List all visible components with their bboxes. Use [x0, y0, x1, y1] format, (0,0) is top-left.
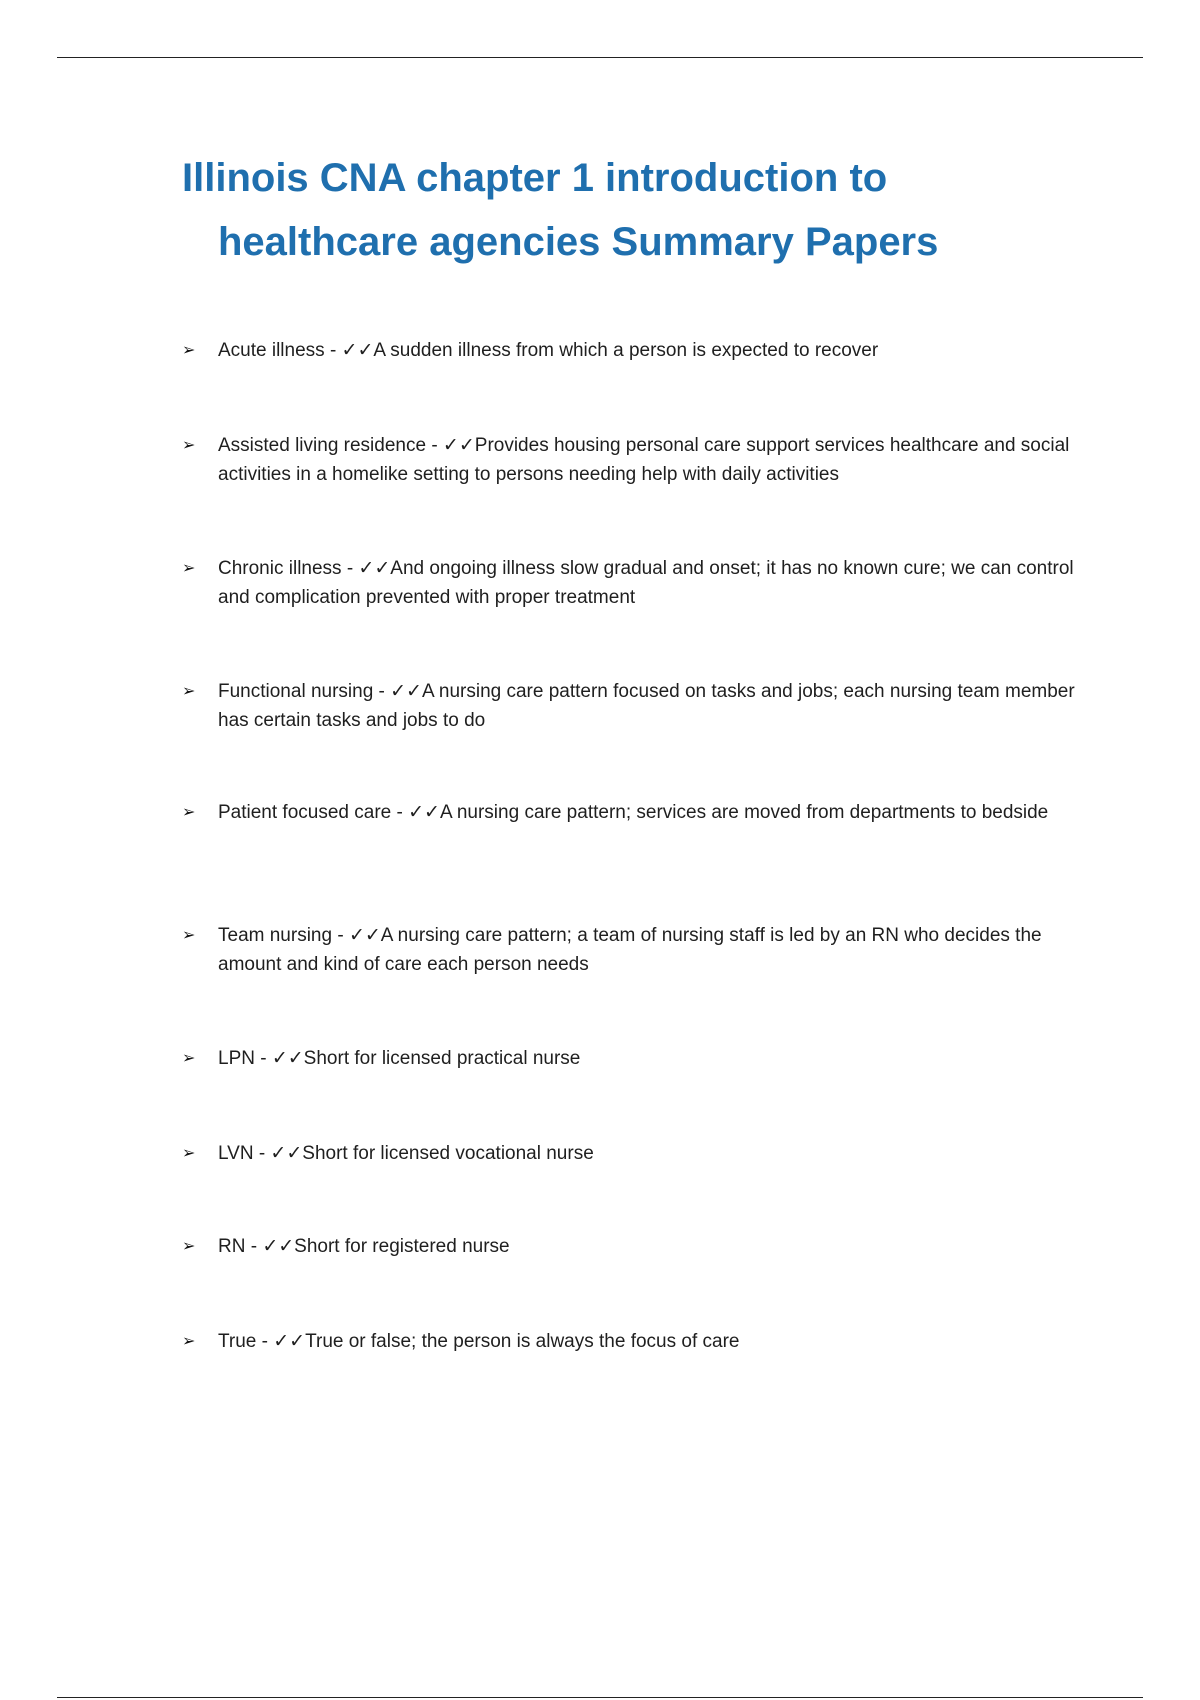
arrowhead-bullet-icon: ➢ [182, 1238, 196, 1255]
list-item [182, 677, 1102, 735]
page-title [182, 146, 1082, 274]
list-item [182, 1232, 1102, 1261]
list-item-text: Chronic illness - ✓✓And ongoing illness slow gradual and onset; it has no known cure; we can control and complication prevented with proper treatment [218, 558, 1074, 608]
list-item-text: LPN - ✓✓Short for licensed practical nurse [218, 1048, 581, 1069]
list-item-text: Patient focused care - ✓✓A nursing care pattern; services are moved from departments to bedside [218, 802, 1049, 823]
arrowhead-bullet-icon: ➢ [182, 342, 196, 359]
list-item [182, 798, 1102, 827]
arrowhead-bullet-icon: ➢ [182, 1333, 196, 1350]
arrowhead-bullet-icon: ➢ [182, 560, 196, 577]
list-item-text: Team nursing - ✓✓A nursing care pattern; a team of nursing staff is led by an RN who decides the amount and kind of care each person needs [218, 925, 1042, 975]
title-line-2: healthcare agencies Summary Papers [218, 220, 939, 264]
list-item [182, 921, 1102, 979]
bottom-rule [57, 1697, 1143, 1698]
arrowhead-bullet-icon: ➢ [182, 437, 196, 454]
top-rule [57, 57, 1143, 58]
list-item-text: LVN - ✓✓Short for licensed vocational nurse [218, 1143, 594, 1164]
list-item [182, 554, 1102, 612]
arrowhead-bullet-icon: ➢ [182, 1145, 196, 1162]
list-item [182, 1327, 1102, 1356]
list-item [182, 1139, 1102, 1168]
list-item [182, 336, 1102, 365]
list-item-text: True - ✓✓True or false; the person is always the focus of care [218, 1331, 740, 1352]
list-item-text: RN - ✓✓Short for registered nurse [218, 1236, 510, 1257]
list-item [182, 1044, 1102, 1073]
title-line-1: Illinois CNA chapter 1 introduction to [182, 156, 888, 200]
arrowhead-bullet-icon: ➢ [182, 683, 196, 700]
arrowhead-bullet-icon: ➢ [182, 1050, 196, 1067]
arrowhead-bullet-icon: ➢ [182, 804, 196, 821]
arrowhead-bullet-icon: ➢ [182, 927, 196, 944]
list-item-text: Functional nursing - ✓✓A nursing care pattern focused on tasks and jobs; each nursing team member has certain tasks and jobs to do [218, 681, 1075, 731]
list-item [182, 431, 1102, 489]
list-item-text: Acute illness - ✓✓A sudden illness from which a person is expected to recover [218, 340, 879, 361]
list-item-text: Assisted living residence - ✓✓Provides housing personal care support services healthcare and social activities in a homelike setting to persons needing help with daily activities [218, 435, 1070, 485]
